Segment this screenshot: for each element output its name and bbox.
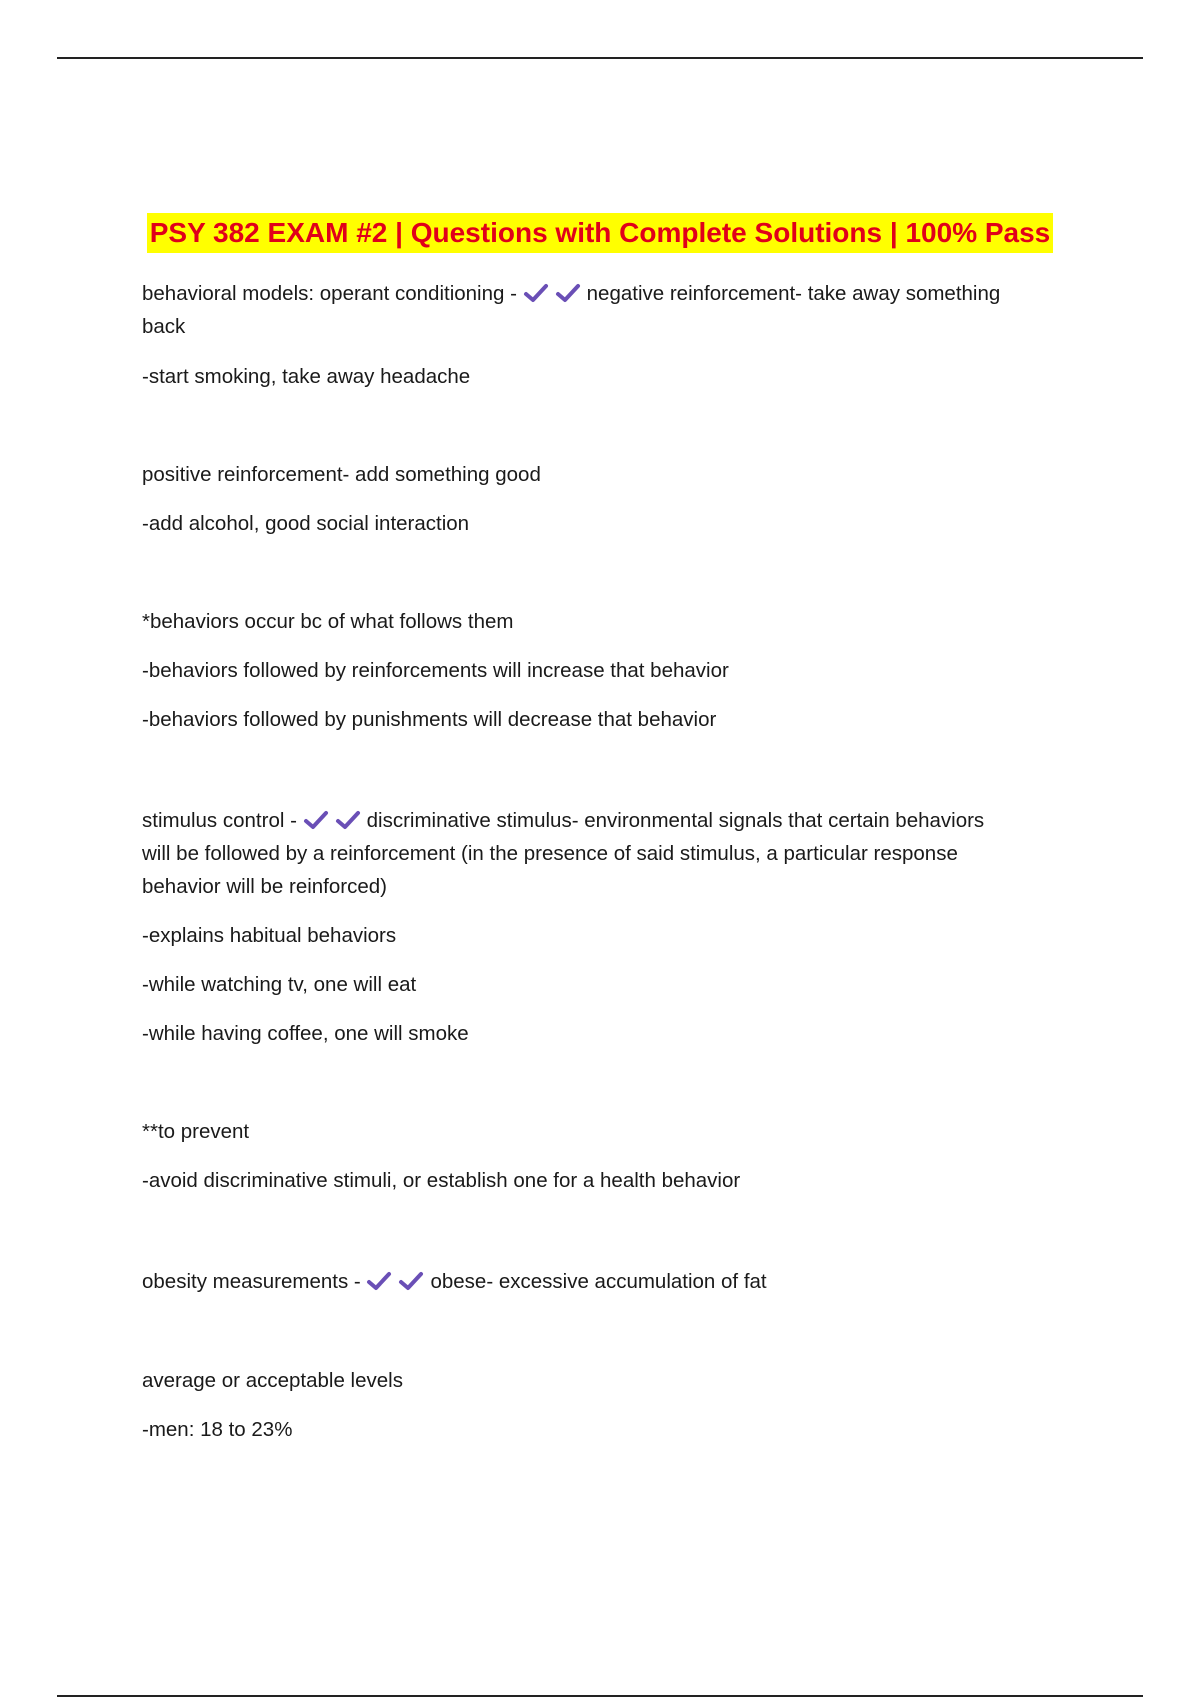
- entry-1-example: -start smoking, take away headache: [142, 365, 471, 388]
- entry-3-answer: obese- excessive accumulation of fat: [430, 1270, 767, 1293]
- entry-1-answer: negative reinforcement- take away something: [586, 282, 1001, 305]
- check-icon: [398, 1271, 424, 1291]
- check-icon: [335, 810, 361, 830]
- check-icon: [366, 1271, 392, 1291]
- entry-2-prevent-heading: **to prevent: [142, 1120, 250, 1143]
- entry-1-question-line: [142, 277, 1000, 310]
- entry-2-prevent-detail: -avoid discriminative stimuli, or establish one for a health behavior: [142, 1169, 741, 1192]
- entry-1-answer-continued: back: [142, 315, 186, 338]
- entry-1-bullet-decrease: -behaviors followed by punishments will decrease that behavior: [142, 708, 717, 731]
- entry-2-example-tv: -while watching tv, one will eat: [142, 973, 417, 996]
- entry-2-answer-continued-2: behavior will be reinforced): [142, 875, 387, 898]
- check-icon: [523, 283, 549, 303]
- document-title: PSY 382 EXAM #2 | Questions with Complete Solutions | 100% Pass: [147, 213, 1054, 253]
- entry-3-men: -men: 18 to 23%: [142, 1418, 293, 1441]
- entry-1-note: *behaviors occur bc of what follows them: [142, 610, 514, 633]
- entry-2-answer-continued-1: will be followed by a reinforcement (in the presence of said stimulus, a particular response: [142, 842, 958, 865]
- entry-2-example-coffee: -while having coffee, one will smoke: [142, 1022, 469, 1045]
- entry-1-positive-example: -add alcohol, good social interaction: [142, 512, 470, 535]
- check-icon: [303, 810, 329, 830]
- entry-3-question-line: [142, 1265, 767, 1298]
- bottom-rule: [57, 1695, 1143, 1697]
- entry-2-question-line: [142, 804, 984, 837]
- check-icon: [555, 283, 581, 303]
- entry-2-answer: discriminative stimulus- environmental signals that certain behaviors: [366, 809, 985, 832]
- entry-1-bullet-increase: -behaviors followed by reinforcements will increase that behavior: [142, 659, 729, 682]
- entry-2-habitual: -explains habitual behaviors: [142, 924, 397, 947]
- entry-3-question: obesity measurements -: [142, 1270, 361, 1293]
- entry-1-question: behavioral models: operant conditioning -: [142, 282, 517, 305]
- entry-2-question: stimulus control -: [142, 809, 297, 832]
- top-rule: [57, 57, 1143, 59]
- entry-1-positive-reinforcement: positive reinforcement- add something good: [142, 463, 541, 486]
- entry-3-levels: average or acceptable levels: [142, 1369, 403, 1392]
- title-container: [0, 213, 1200, 253]
